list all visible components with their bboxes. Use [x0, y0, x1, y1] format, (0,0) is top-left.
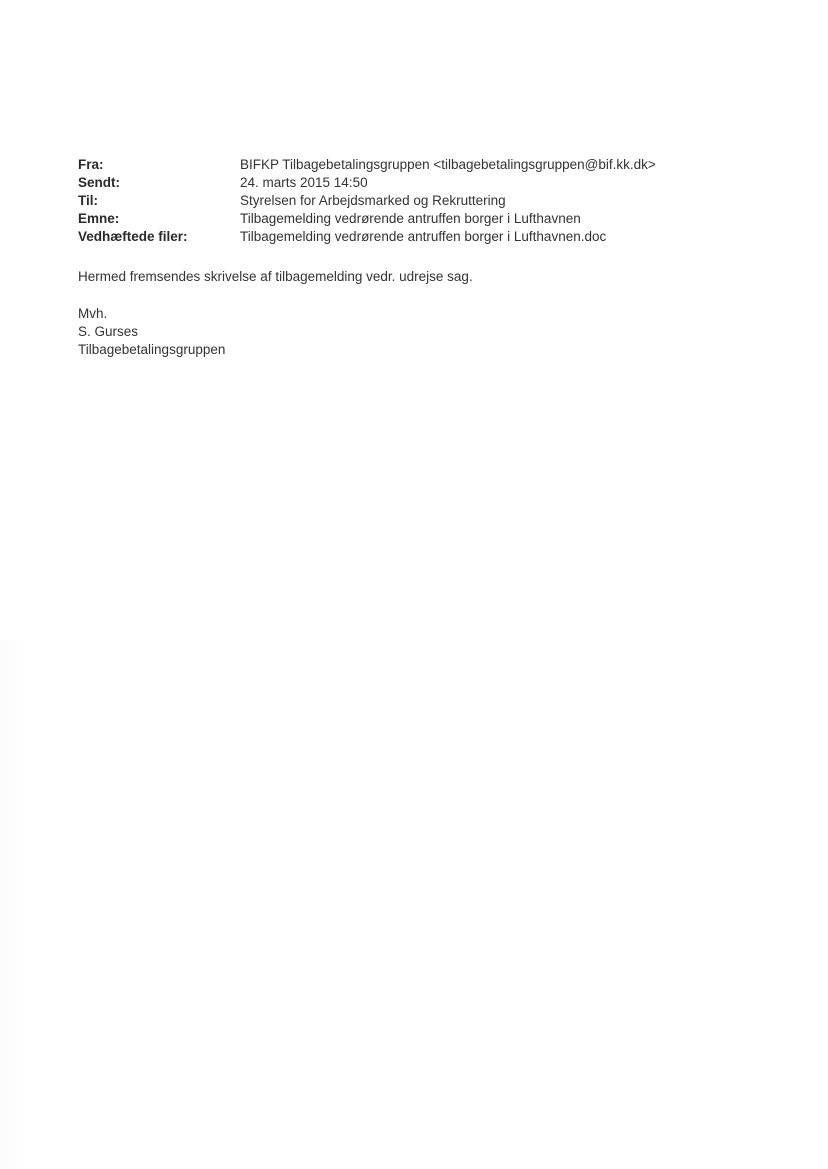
header-label-sent: Sendt:: [78, 175, 120, 190]
header-row-sent: [78, 174, 778, 192]
header-value-sent: 24. marts 2015 14:50: [240, 175, 368, 190]
header-value-attachments: Tilbagemelding vedrørende antruffen borger i Lufthavnen.doc: [240, 229, 607, 244]
email-body-text: Hermed fremsendes skrivelse af tilbagemelding vedr. udrejse sag.: [78, 269, 473, 284]
header-label-attachments: Vedhæftede filer:: [78, 229, 188, 244]
header-row-subject: [78, 210, 778, 228]
header-row-attachments: [78, 228, 778, 246]
scan-edge-shading: [0, 640, 26, 1169]
signature-greeting: Mvh.: [78, 306, 108, 321]
header-value-subject: Tilbagemelding vedrørende antruffen borger i Lufthavnen: [240, 211, 581, 226]
email-header-block: [78, 156, 778, 246]
header-label-from: Fra:: [78, 157, 104, 172]
signature-name: S. Gurses: [78, 324, 139, 339]
header-row-from: [78, 156, 778, 174]
signature-group: Tilbagebetalingsgruppen: [78, 342, 226, 357]
header-value-to: Styrelsen for Arbejdsmarked og Rekruttering: [240, 193, 506, 208]
header-row-to: [78, 192, 778, 210]
header-label-to: Til:: [78, 193, 98, 208]
email-signature: [78, 305, 225, 359]
header-label-subject: Emne:: [78, 211, 120, 226]
header-value-from: BIFKP Tilbagebetalingsgruppen <tilbagebetalingsgruppen@bif.kk.dk>: [240, 157, 656, 172]
